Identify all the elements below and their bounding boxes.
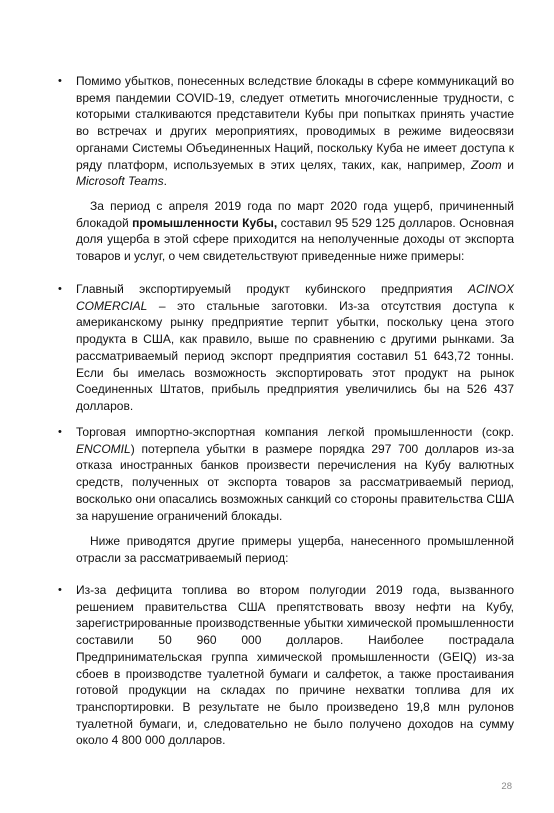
bullet-marker: • (58, 75, 62, 87)
bullet-text: Из-за дефицита топлива во втором полугодии 2019 года, вызванного решением правительства США препятствовать ввозу нефти на Кубу, зарегистрированные производственные убытки химической промышленности составили 50 960 000 долларов. Наиболее пострадала Предпринимательская группа химической промышленности (GEIQ) из-за сбоев в производстве туалетной бумаги и салфеток, а также простаивания готовой продукции на складах по причине нехватки топлива для их транспортировки. В результате не было произведено 19,8 млн рулонов туалетной бумаги, и, следовательно не было получено доходов на сумму около 4 800 000 долларов. (76, 583, 514, 748)
bullet-marker: • (58, 283, 62, 295)
bullet-marker: • (58, 426, 62, 438)
paragraph-other-examples: Ниже приводятся другие примеры ущерба, нанесенного промышленной отрасли за рассматриваемый период: (76, 534, 514, 565)
page-number: 28 (501, 781, 512, 792)
bullet-text: Помимо убытков, понесенных вследствие блокады в сфере коммуникаций во время пандемии COVID-19, следует отметить многочисленные трудности, с которыми сталкиваются представители Кубы при попытках принять участие во встречах и других мероприятиях, проводимых в режиме видеосвязи органами Системы Объединенных Наций, поскольку Куба не имеет доступа к ряду платформ, используемых в этих целях, таких, как, например, Zoom и Microsoft Teams. (76, 74, 514, 189)
bullet-marker: • (58, 584, 62, 596)
bullet-item-acinox (58, 281, 514, 415)
bullet-item-fuel-shortage (58, 582, 514, 749)
bullet-item-communications-losses (58, 73, 514, 190)
bullet-item-encomil (58, 424, 514, 524)
bullet-text: Торговая импортно-экспортная компания легкой промышленности (сокр. ENCOMIL) потерпела убытки в размере порядка 297 700 долларов из-за отказа иностранных банков произвести перечисления на Кубу валютных средств, полученных от экспорта товаров за рассматриваемый период, восколько они опасались возможных санкций со стороны правительства США за нарушение ограничений блокады. (76, 425, 514, 523)
paragraph-industry-damage: За период с апреля 2019 года по март 2020 года ущерб, причиненный блокадой промышленности Кубы, составил 95 529 125 долларов. Основная доля ущерба в этой сфере приходится на неполученные доходы от экспорта товаров и услуг, о чем свидетельствуют приведенные ниже примеры: (76, 199, 514, 264)
bullet-text: Главный экспортируемый продукт кубинского предприятия ACINOX COMERCIAL – это стальные заготовки. Из-за отсутствия доступа к американскому рынку предприятие терпит убытки, поскольку цена этого продукта в США, как правило, выше по сравнению с другими рынками. За рассматриваемый период экспорт предприятия составил 51 643,72 тонны. Если бы имелась возможность экспортировать этот продукт на рынок Соединенных Штатов, прибыль предприятия увеличились бы на 526 437 долларов. (76, 282, 514, 413)
